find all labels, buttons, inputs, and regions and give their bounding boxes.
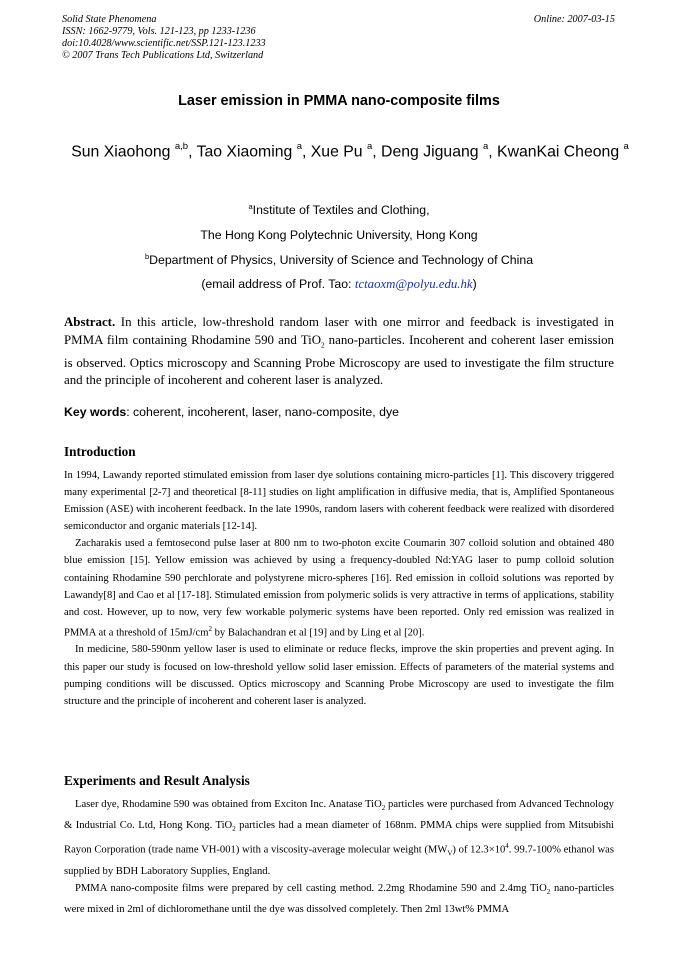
email-suffix: )	[472, 277, 477, 291]
email-line	[0, 277, 678, 292]
author-name: Sun Xiaohong	[71, 143, 171, 161]
author-affil-mark: a	[623, 141, 629, 152]
author-name: , KwanKai Cheong	[488, 143, 620, 161]
doi-line: doi:10.4028/www.scientific.net/SSP.121-123.1233	[62, 38, 266, 49]
experiments-body	[64, 796, 614, 919]
subscript: V	[447, 850, 453, 859]
email-prefix: (email address of Prof. Tao:	[201, 277, 355, 291]
journal-info	[62, 14, 266, 62]
affiliation-b	[0, 252, 678, 267]
affil-mark: a	[248, 202, 253, 211]
author-name: , Deng Jiguang	[372, 143, 479, 161]
affiliation-a-line2: The Hong Kong Polytechnic University, Hong Kong	[200, 228, 478, 242]
intro-paragraph: In medicine, 580-590nm yellow laser is used to eliminate or reduce flecks, improve the skin properties and prevent aging. In this paper our study is focused on low-threshold yellow solid laser emission. Effects of parameters of the material systems and pumping conditions will be discussed. Optics microscopy and Scanning Probe Microscopy are used to investigate the film structure and the principle of incoherent and coherent laser is analyzed.	[64, 644, 614, 707]
paper-title: Laser emission in PMMA nano-composite films	[178, 93, 500, 109]
author-list	[70, 129, 630, 171]
subscript: 2	[381, 804, 386, 813]
subscript: 2	[321, 341, 325, 350]
exp-text: Laser dye, Rhodamine 590 was obtained from Exciton Inc. Anatase TiO	[75, 799, 382, 810]
exp-text: . 99.7-100% ethanol was supplied by BDH Laboratory Supplies, England.	[64, 844, 614, 878]
email-link[interactable]: tctaoxm@polyu.edu.hk	[354, 277, 473, 291]
superscript: 2	[208, 624, 212, 633]
abstract-label: Abstract.	[64, 315, 116, 329]
keywords	[64, 405, 399, 419]
abstract-text: nano-particles. Incoherent and coherent laser emission is observed. Optics microscopy and Scanning Probe Microscopy are used to investigate the film structure and the principle of incoherent and coherent laser is analyzed.	[64, 332, 614, 388]
exp-text: particles were purchased from Advanced Technology & Industrial Co. Ltd, Hong Kong. TiO	[64, 799, 614, 832]
author-affil-mark: a	[482, 141, 489, 152]
abstract-text: In this article, low-threshold random laser with one mirror and feedback is investigated in PMMA film containing Rhodamine 590 and TiO	[64, 315, 614, 347]
exp-text: PMMA nano-composite films were prepared by cell casting method. 2.2mg Rhodamine 590 and 2.4mg TiO	[75, 883, 547, 895]
intro-text: Zacharakis used a femtosecond pulse laser at 800 nm to two-photon excite Coumarin 307 colloid solution and obtained 480 blue emission [15]. Yellow emission was achieved by using a frequency-doubled Nd:YAG laser to pump colloid solution containing Rhodamine 590 perchlorate and polystyrene micro-spheres [16]. Red emission in colloid solutions was reported by Lawandy[8] and Cao et al [17-18]. Stimulated emission from polymeric solids is very attractive in terms of applications, stability and cost. However, up to now, very few workable polymeric systems have been reported. Only red emission was realized in PMMA at a threshold of 15mJ/cm	[64, 538, 614, 639]
exp-text: nano-particles were mixed in 2ml of dichloromethane until the dye was dissolved completely. Then 2ml 13wt% PMMA	[64, 883, 615, 916]
experiments-heading: Experiments and Result Analysis	[64, 773, 250, 788]
journal-name: Solid State Phenomena	[62, 14, 157, 25]
superscript: 4	[505, 842, 509, 851]
page-header	[62, 14, 615, 62]
affil-mark: b	[144, 252, 150, 261]
author-affil-mark: a,b	[174, 141, 189, 152]
intro-paragraph: In 1994, Lawandy reported stimulated emission from laser dye solutions containing micro-particles [1]. This discovery triggered many experimental [2-7] and theoretical [8-11] studies on light amplification in diffusive media, that is, Amplified Spontaneous Emission (ASE) with incoherent feedback. In the late 1990s, random lasers with coherent feedback were realized with disordered semiconductor and organic materials [12-14].	[64, 470, 614, 533]
exp-paragraph	[64, 880, 614, 918]
affil-text: Institute of Textiles and Clothing,	[252, 203, 430, 218]
author-affil-mark: a	[366, 141, 373, 152]
author-name: , Xue Pu	[301, 143, 363, 161]
subscript: 2	[232, 825, 236, 834]
author-name: , Tao Xiaoming	[188, 143, 293, 161]
exp-paragraph	[64, 796, 614, 880]
affil-text: Department of Physics, University of Science and Technology of China	[149, 253, 534, 268]
affiliation-a-line1	[0, 202, 678, 217]
author-affil-mark: a	[296, 141, 302, 152]
introduction-heading: Introduction	[64, 444, 136, 459]
intro-paragraph	[64, 535, 614, 641]
issn-line: ISSN: 1662-9779, Vols. 121-123, pp 1233-1236	[62, 26, 256, 37]
online-date: Online: 2007-03-15	[533, 14, 615, 25]
exp-text: ) of 12.3×10	[452, 844, 506, 856]
copyright-line: © 2007 Trans Tech Publications Ltd, Switzerland	[62, 50, 264, 61]
keywords-label: Key words	[64, 405, 127, 419]
introduction-body	[64, 467, 614, 710]
exp-text: particles had a mean diameter of 168nm. PMMA chips were supplied from Mitsubishi Rayon Corporation (trade name VH-001) with a viscosity-average molecular weight (MW	[64, 820, 614, 856]
subscript: 2	[546, 888, 551, 897]
intro-text: by Balachandran et al [19] and by Ling et al [20].	[211, 627, 425, 639]
keywords-text: : coherent, incoherent, laser, nano-composite, dye	[126, 405, 399, 419]
abstract	[64, 314, 614, 390]
